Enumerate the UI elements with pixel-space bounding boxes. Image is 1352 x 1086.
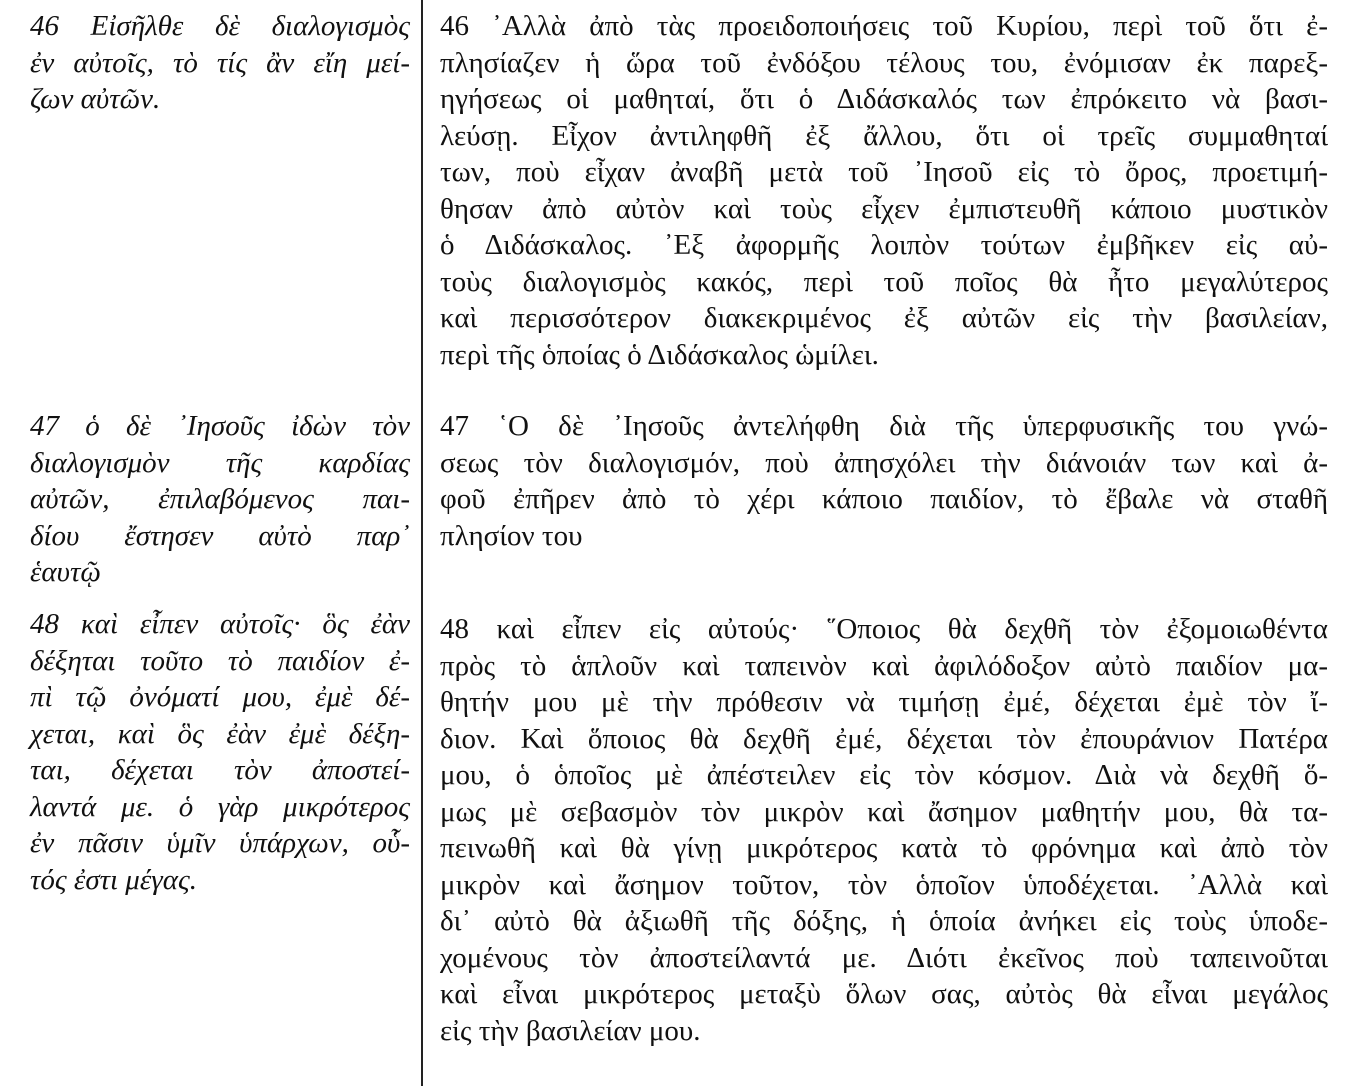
original-line: ἑαυτῷ — [30, 556, 101, 588]
paraphrase-column — [440, 8, 1328, 373]
paraphrase-line: ηγήσεως οἱ μαθηταί, ὅτι ὁ Διδάσκαλός των ἐπρόκειτο νὰ βασι- — [440, 83, 1328, 115]
original-line: αὐτῶν, ἐπιλαβόμενος παι- — [30, 483, 410, 515]
original-line: πὶ τῷ ὀνόματί μου, ἐμὲ δέ- — [30, 681, 410, 713]
original-line: ἐν πᾶσιν ὑμῖν ὑπάρχων, οὗ- — [30, 827, 410, 859]
original-text-column — [30, 606, 410, 898]
paraphrase-line: μως μὲ σεβασμὸν τὸν μικρὸν καὶ ἄσημον μαθητήν μου, θὰ τα- — [440, 795, 1328, 828]
paraphrase-line: 48 καὶ εἶπεν εἰς αὐτούς· ῞Οποιος θὰ δεχθῆ τὸν ἐξομοιωθέντα — [440, 613, 1328, 645]
paraphrase-line: χομένους τὸν ἀποστείλαντά με. Διότι ἐκεῖνος ποὺ ταπεινοῦται — [440, 941, 1328, 974]
paraphrase-line: τοὺς διαλογισμὸς κακός, περὶ τοῦ ποῖος θὰ ἦτο μεγαλύτερος — [440, 265, 1328, 298]
paraphrase-line: περὶ τῆς ὁποίας ὁ Διδάσκαλος ὡμίλει. — [440, 338, 879, 371]
paraphrase-line: σεως τὸν διαλογισμόν, ποὺ ἀπησχόλει τὴν διάνοιάν των καὶ ἀ- — [440, 446, 1328, 479]
paraphrase-line: θησαν ἀπὸ αὐτὸν καὶ τοὺς εἶχεν ἐμπιστευθῆ κάποιο μυστικὸν — [440, 192, 1328, 225]
paraphrase-line: διον. Καὶ ὅποιος θὰ δεχθῆ ἐμέ, δέχεται τὸν ἐπουράνιον Πατέρα — [440, 722, 1328, 755]
original-line: 47 ὁ δὲ ᾿Ιησοῦς ἰδὼν τὸν — [30, 410, 410, 442]
original-line: χεται, καὶ ὃς ἐὰν ἐμὲ δέξη- — [30, 717, 410, 750]
original-line: ται, δέχεται τὸν ἀποστεί- — [30, 754, 410, 786]
original-line: 48 καὶ εἶπεν αὐτοῖς· ὃς ἐὰν — [30, 608, 410, 640]
original-line: 46 Εἰσῆλθε δὲ διαλογισμὸς — [30, 10, 410, 42]
original-text-column — [30, 8, 410, 118]
paraphrase-line: πλησίον του — [440, 519, 583, 552]
paraphrase-line: 46 ᾿Αλλὰ ἀπὸ τὰς προειδοποιήσεις τοῦ Κυρίου, περὶ τοῦ ὅτι ἐ- — [440, 10, 1328, 42]
original-line: λαντά με. ὁ γὰρ μικρότερος — [30, 790, 410, 823]
original-line: ἐν αὐτοῖς, τὸ τίς ἂν εἴη μεί- — [30, 46, 410, 79]
paraphrase-line: πεινωθῆ καὶ θὰ γίνῃ μικρότερος κατὰ τὸ φρόνημα καὶ ἀπὸ τὸν — [440, 832, 1328, 864]
original-text-column — [30, 408, 410, 591]
paraphrase-line: των, ποὺ εἶχαν ἀναβῆ μετὰ τοῦ ᾿Ιησοῦ εἰς τὸ ὄρος, προετιμή- — [440, 156, 1328, 188]
original-line: δέξηται τοῦτο τὸ παιδίον ἐ- — [30, 644, 410, 677]
paraphrase-line: μικρὸν καὶ ἄσημον τοῦτον, τὸν ὁποῖον ὑποδέχεται. ᾿Αλλὰ καὶ — [440, 868, 1328, 901]
paraphrase-line: δι᾿ αὐτὸ θὰ ἀξιωθῆ τῆς δόξης, ἡ ὁποία ἀνήκει εἰς τοὺς ὑποδε- — [440, 905, 1328, 937]
paraphrase-line: φοῦ ἐπῆρεν ἀπὸ τὸ χέρι κάποιο παιδίον, τὸ ἔβαλε νὰ σταθῆ — [440, 483, 1328, 515]
paraphrase-line: μου, ὁ ὁποῖος μὲ ἀπέστειλεν εἰς τὸν κόσμον. Διὰ νὰ δεχθῆ ὅ- — [440, 759, 1328, 791]
column-divider — [421, 0, 423, 1086]
paraphrase-line: λεύσῃ. Εἶχον ἀντιληφθῆ ἐξ ἄλλου, ὅτι οἱ τρεῖς συμμαθηταί — [440, 119, 1328, 152]
paraphrase-line: θητήν μου μὲ τὴν πρόθεσιν νὰ τιμήσῃ ἐμέ, δέχεται ἐμὲ τὸν ἴ- — [440, 686, 1328, 718]
paraphrase-line: 47 ῾Ο δὲ ᾿Ιησοῦς ἀντελήφθη διὰ τῆς ὑπερφυσικῆς του γνώ- — [440, 410, 1328, 442]
paraphrase-line: καὶ περισσότερον διακεκριμένος ἐξ αὐτῶν εἰς τὴν βασιλείαν, — [440, 302, 1328, 334]
original-line: δίου ἔστησεν αὐτὸ παρ᾿ — [30, 519, 410, 552]
paraphrase-line: πρὸς τὸ ἁπλοῦν καὶ ταπεινὸν καὶ ἀφιλόδοξον αὐτὸ παιδίον μα- — [440, 649, 1328, 682]
paraphrase-line: πλησίαζεν ἡ ὥρα τοῦ ἐνδόξου τέλους του, ἐνόμισαν ἐκ παρεξ- — [440, 46, 1328, 79]
paraphrase-line: εἰς τὴν βασιλείαν μου. — [440, 1014, 701, 1047]
original-line: ζων αὐτῶν. — [30, 83, 161, 115]
paraphrase-column — [440, 408, 1328, 554]
original-line: τός ἐστι μέγας. — [30, 863, 197, 896]
paraphrase-line: καὶ εἶναι μικρότερος μεταξὺ ὅλων σας, αὐτὸς θὰ εἶναι μεγάλος — [440, 978, 1328, 1010]
paraphrase-line: ὁ Διδάσκαλος. ᾿Εξ ἀφορμῆς λοιπὸν τούτων ἐμβῆκεν εἰς αὐ- — [440, 229, 1328, 261]
original-line: διαλογισμὸν τῆς καρδίας — [30, 446, 410, 479]
paraphrase-column — [440, 611, 1328, 1049]
